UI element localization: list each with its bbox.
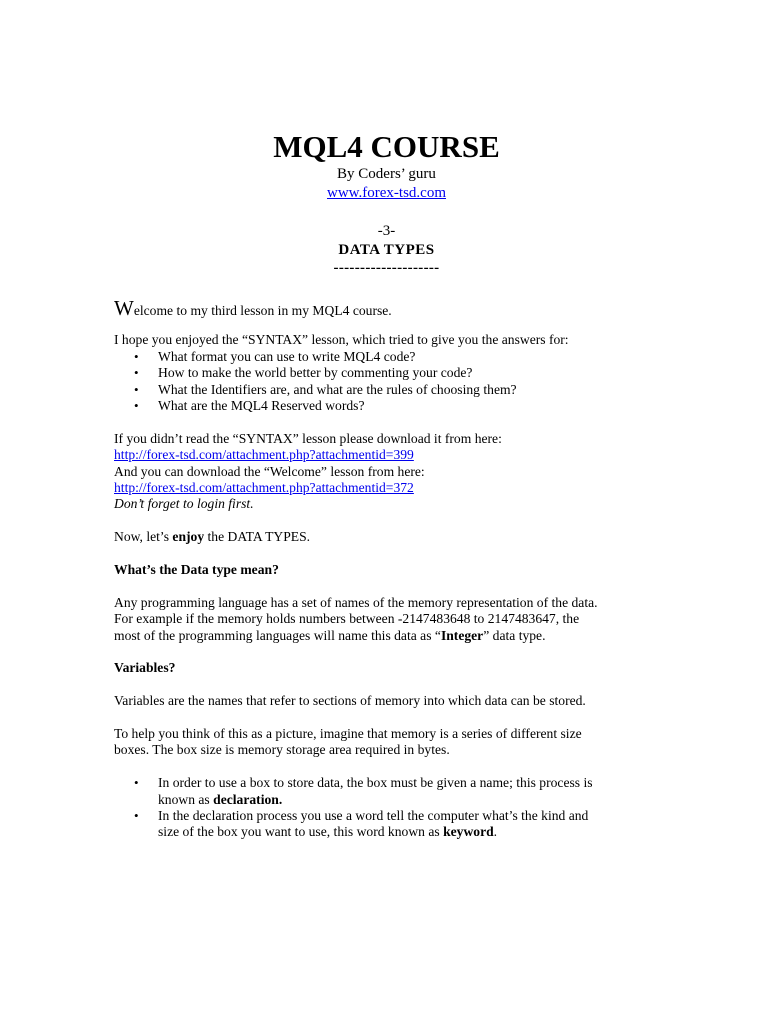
author-byline: By Coders’ guru <box>337 166 436 182</box>
datatype-line-3: most of the programming languages will name this data as “Integer” data type. <box>114 627 546 643</box>
site-link[interactable]: www.forex-tsd.com <box>327 185 446 201</box>
list-item: • In order to use a box to store data, the box must be given a name; this process is known as declaration. <box>114 775 659 808</box>
welcome-paragraph <box>114 296 659 320</box>
datatype-line-2: For example if the memory holds numbers between -2147483648 to 2147483647, the <box>114 611 580 627</box>
syntax-download-text: If you didn’t read the “SYNTAX” lesson please download it from here: <box>114 430 502 446</box>
welcome-text: elcome to my third lesson in my MQL4 course. <box>133 303 392 318</box>
datatype-line-1: Any programming language has a set of names of the memory representation of the data. <box>114 594 598 610</box>
syntax-questions-list <box>114 349 659 415</box>
lesson-title: DATA TYPES <box>338 242 435 258</box>
variables-list <box>114 775 659 841</box>
lesson-number: -3- <box>377 223 396 239</box>
variables-paragraph-1: Variables are the names that refer to sections of memory into which data can be stored. <box>114 693 586 709</box>
course-title: MQL4 COURSE <box>273 129 500 164</box>
title-underline: -------------------- <box>333 260 440 276</box>
enjoy-bold: enjoy <box>172 529 205 545</box>
list-item: • What are the MQL4 Reserved words? <box>114 398 659 414</box>
variables-paragraph-2-line-2: boxes. The box size is memory storage area required in bytes. <box>114 742 450 758</box>
welcome-download-text: And you can download the “Welcome” lesson from here: <box>114 463 425 479</box>
hope-paragraph: I hope you enjoyed the “SYNTAX” lesson, which tried to give you the answers for: <box>114 332 569 348</box>
login-note: Don’t forget to login first. <box>114 496 254 512</box>
list-item: • What format you can use to write MQL4 code? <box>114 349 659 365</box>
declaration-bold: declaration. <box>213 791 283 807</box>
welcome-download-link[interactable]: http://forex-tsd.com/attachment.php?attachmentid=372 <box>114 480 414 496</box>
datatype-heading: What’s the Data type mean? <box>114 562 279 578</box>
list-item: • What the Identifiers are, and what are the rules of choosing them? <box>114 382 659 398</box>
enjoy-paragraph: Now, let’s enjoy the DATA TYPES. <box>114 529 311 545</box>
variables-paragraph-2-line-1: To help you think of this as a picture, imagine that memory is a series of different size <box>114 726 582 742</box>
list-item: • In the declaration process you use a word tell the computer what’s the kind and size of the box you want to use, this word known as keyword. <box>114 808 659 841</box>
drop-cap: W <box>114 296 134 320</box>
keyword-bold: keyword <box>443 824 494 840</box>
list-item: • How to make the world better by commenting your code? <box>114 365 659 381</box>
syntax-download-link[interactable]: http://forex-tsd.com/attachment.php?attachmentid=399 <box>114 447 414 463</box>
variables-heading: Variables? <box>114 660 176 676</box>
document-body <box>114 296 659 841</box>
integer-bold: Integer <box>440 627 484 643</box>
